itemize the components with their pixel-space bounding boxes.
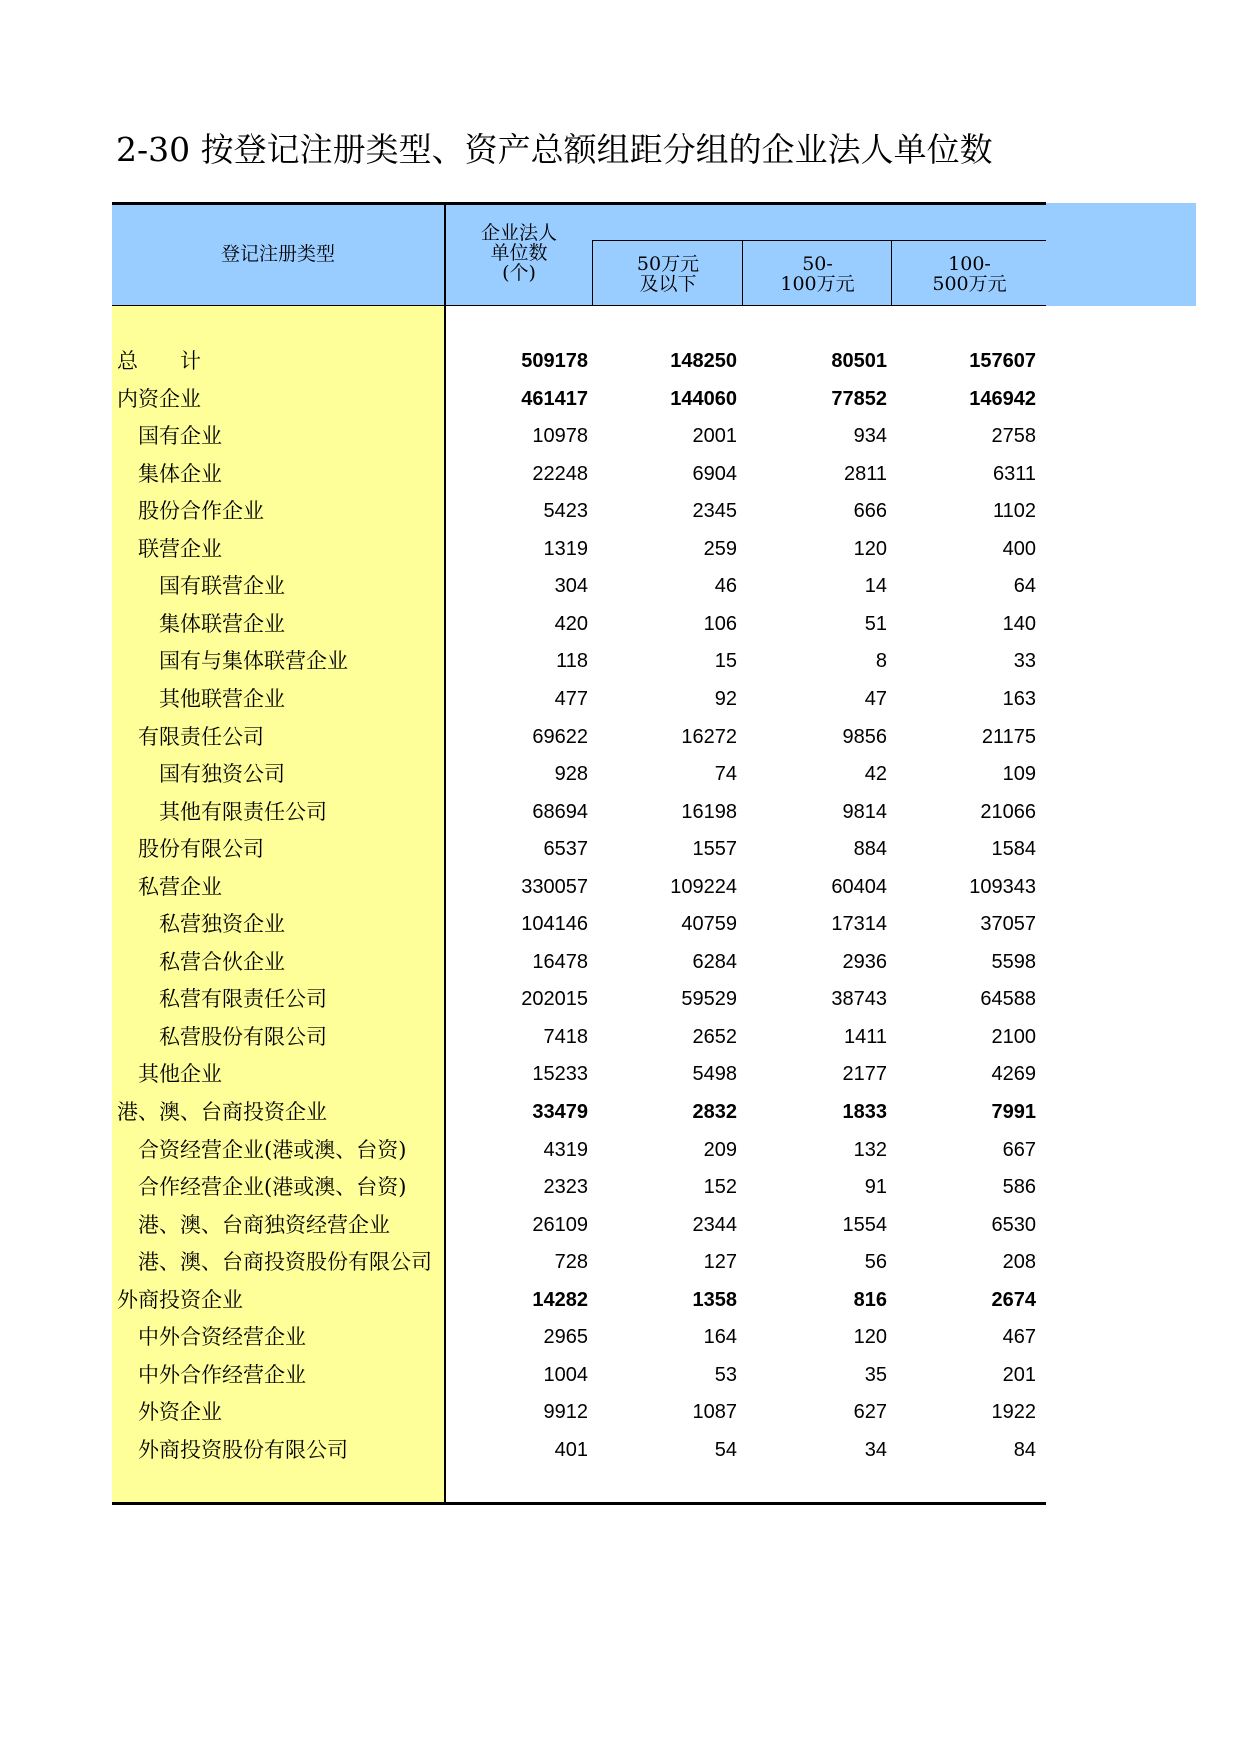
table-row — [112, 905, 1046, 943]
header-divider-2 — [742, 240, 743, 306]
row-value-1: 477 — [554, 687, 588, 710]
table-row — [112, 605, 1046, 643]
row-label: 中外合作经营企业 — [138, 1362, 306, 1387]
row-value-4: 64588 — [980, 988, 1036, 1011]
row-value-1: 2323 — [543, 1176, 588, 1199]
row-value-2: 15 — [714, 650, 737, 673]
row-label: 其他联营企业 — [159, 686, 285, 711]
header-total-line-3: (个) — [502, 262, 536, 284]
row-value-1: 304 — [554, 575, 588, 598]
row-value-4: 140 — [1002, 612, 1036, 635]
row-value-3: 1554 — [842, 1213, 887, 1236]
row-value-4: 21175 — [981, 725, 1036, 748]
row-value-3: 91 — [864, 1176, 887, 1199]
table-row — [112, 567, 1046, 605]
row-value-1: 15233 — [532, 1063, 588, 1086]
row-label: 国有联营企业 — [159, 574, 285, 599]
row-value-3: 2177 — [842, 1063, 887, 1086]
row-value-3: 666 — [853, 500, 887, 523]
row-value-2: 109224 — [670, 875, 737, 898]
row-value-2: 46 — [714, 575, 737, 598]
header-b-line-1: 50- — [802, 253, 833, 275]
row-label: 有限责任公司 — [138, 724, 264, 749]
row-label: 港、澳、台商独资经营企业 — [138, 1212, 390, 1237]
row-value-3: 77852 — [831, 387, 887, 410]
row-value-1: 509178 — [521, 350, 588, 372]
row-label: 股份有限公司 — [138, 837, 264, 862]
table-row — [112, 1206, 1046, 1244]
table-row — [112, 1093, 1046, 1131]
row-label: 私营股份有限公司 — [159, 1024, 327, 1049]
row-value-1: 68694 — [532, 800, 588, 823]
row-value-3: 1411 — [843, 1025, 887, 1048]
row-value-3: 14 — [864, 575, 887, 598]
row-value-2: 40759 — [681, 913, 737, 936]
row-value-4: 2100 — [991, 1025, 1036, 1048]
page-title: 2-30 按登记注册类型、资产总额组距分组的企业法人单位数 — [116, 130, 993, 169]
row-value-2: 209 — [703, 1138, 737, 1161]
row-value-1: 16478 — [532, 950, 588, 973]
row-value-2: 106 — [703, 612, 737, 635]
row-label: 联营企业 — [138, 536, 222, 561]
row-value-1: 928 — [554, 763, 588, 786]
row-value-1: 202015 — [521, 988, 588, 1011]
row-value-3: 17314 — [831, 913, 887, 936]
table-row — [112, 1431, 1046, 1469]
table-bottom-rule — [112, 1502, 1046, 1505]
row-label: 集体联营企业 — [159, 611, 285, 636]
table-row — [112, 492, 1046, 530]
row-value-3: 56 — [864, 1251, 887, 1274]
row-value-3: 1833 — [842, 1101, 887, 1123]
row-value-1: 461417 — [521, 387, 588, 410]
row-value-4: 4269 — [991, 1063, 1036, 1086]
header-a-line-2: 及以下 — [639, 273, 697, 295]
row-value-1: 1004 — [543, 1363, 588, 1386]
table-row — [112, 1055, 1046, 1093]
row-value-1: 420 — [554, 612, 588, 635]
table-top-rule — [112, 202, 1046, 205]
row-label: 港、澳、台商投资股份有限公司 — [138, 1250, 432, 1275]
table-row — [112, 1131, 1046, 1169]
row-value-1: 26109 — [532, 1213, 588, 1236]
row-label: 外商投资股份有限公司 — [138, 1437, 348, 1462]
row-value-3: 2936 — [842, 950, 887, 973]
row-value-4: 208 — [1002, 1251, 1036, 1274]
row-value-2: 1557 — [692, 838, 737, 861]
row-value-3: 120 — [853, 1326, 887, 1349]
header-divider-1 — [592, 240, 593, 306]
row-value-2: 92 — [714, 687, 737, 710]
table-row — [112, 830, 1046, 868]
row-label: 集体企业 — [138, 461, 222, 486]
row-label: 合作经营企业(港或澳、台资) — [138, 1175, 407, 1200]
row-label: 其他有限责任公司 — [159, 799, 327, 824]
row-value-4: 5598 — [991, 950, 1036, 973]
row-value-3: 34 — [864, 1438, 887, 1461]
row-label: 总 计 — [117, 349, 201, 373]
table-row — [112, 417, 1046, 455]
header-sub-rule — [593, 240, 1046, 241]
row-value-3: 47 — [864, 687, 887, 710]
row-value-4: 84 — [1013, 1438, 1036, 1461]
row-value-4: 586 — [1002, 1176, 1036, 1199]
row-value-4: 6311 — [992, 462, 1036, 485]
header-registration-type-text: 登记注册类型 — [220, 243, 335, 265]
row-label: 内资企业 — [117, 386, 201, 411]
row-value-2: 16272 — [681, 725, 737, 748]
row-label: 股份合作企业 — [138, 499, 264, 524]
table-row — [112, 1281, 1046, 1319]
row-value-2: 16198 — [681, 800, 737, 823]
row-value-3: 51 — [864, 612, 887, 635]
header-a-line-1: 50万元 — [636, 253, 700, 275]
row-value-3: 42 — [864, 763, 887, 786]
table-row — [112, 380, 1046, 418]
row-value-4: 163 — [1002, 687, 1036, 710]
row-value-1: 7418 — [543, 1025, 588, 1048]
table-row — [112, 755, 1046, 793]
row-value-3: 934 — [853, 425, 887, 448]
row-value-2: 259 — [703, 537, 737, 560]
row-value-3: 627 — [853, 1401, 887, 1424]
row-label: 其他企业 — [138, 1062, 222, 1087]
row-label: 私营有限责任公司 — [159, 987, 327, 1012]
row-label: 私营独资企业 — [159, 912, 285, 937]
row-value-1: 728 — [554, 1251, 588, 1274]
header-asset-group-c — [893, 254, 1046, 294]
row-value-2: 2344 — [692, 1213, 737, 1236]
row-value-1: 4319 — [543, 1138, 588, 1161]
row-value-2: 54 — [714, 1438, 737, 1461]
table-row — [112, 868, 1046, 906]
row-value-3: 120 — [853, 537, 887, 560]
row-value-4: 37057 — [980, 913, 1036, 936]
table-row — [112, 1243, 1046, 1281]
table-row — [112, 680, 1046, 718]
row-value-2: 152 — [703, 1176, 737, 1199]
row-value-1: 10978 — [532, 425, 588, 448]
row-value-3: 884 — [853, 838, 887, 861]
row-value-4: 7991 — [991, 1101, 1036, 1123]
header-bottom-rule — [112, 305, 1046, 306]
row-value-4: 33 — [1013, 650, 1036, 673]
row-value-1: 33479 — [532, 1101, 588, 1123]
row-value-4: 467 — [1002, 1326, 1036, 1349]
row-value-2: 6904 — [692, 462, 737, 485]
row-value-4: 1922 — [991, 1401, 1036, 1424]
row-label: 国有独资公司 — [159, 762, 285, 787]
row-value-2: 74 — [714, 763, 737, 786]
row-value-3: 80501 — [831, 350, 887, 372]
row-value-1: 14282 — [532, 1288, 588, 1311]
row-value-3: 35 — [864, 1363, 887, 1386]
row-label: 中外合资经营企业 — [138, 1325, 306, 1350]
row-value-2: 2832 — [692, 1101, 737, 1123]
header-total-line-1: 企业法人 — [480, 222, 557, 244]
table-row — [112, 793, 1046, 831]
row-value-2: 2001 — [692, 425, 737, 448]
header-total-line-2: 单位数 — [490, 242, 548, 264]
header-registration-type — [112, 244, 444, 264]
header-b-line-2: 100万元 — [780, 273, 855, 295]
table-row — [112, 455, 1046, 493]
row-value-1: 9912 — [543, 1401, 588, 1424]
table-row — [112, 1318, 1046, 1356]
row-value-1: 330057 — [521, 875, 588, 898]
row-value-3: 38743 — [831, 988, 887, 1011]
row-value-2: 148250 — [670, 350, 737, 372]
row-value-1: 104146 — [521, 913, 588, 936]
row-value-2: 2652 — [692, 1025, 737, 1048]
row-value-1: 22248 — [532, 462, 588, 485]
row-value-1: 6537 — [543, 838, 588, 861]
row-value-2: 1358 — [692, 1288, 737, 1311]
row-value-2: 6284 — [692, 950, 737, 973]
row-value-4: 201 — [1002, 1363, 1036, 1386]
row-value-4: 109 — [1002, 763, 1036, 786]
row-value-4: 109343 — [969, 875, 1036, 898]
row-value-4: 1102 — [992, 500, 1036, 523]
table-row — [112, 530, 1046, 568]
header-total-units — [446, 223, 592, 283]
row-value-2: 164 — [703, 1326, 737, 1349]
row-label: 私营企业 — [138, 874, 222, 899]
table-row — [112, 1168, 1046, 1206]
header-asset-group-b — [744, 254, 891, 294]
row-value-2: 1087 — [692, 1401, 737, 1424]
table-row — [112, 342, 1046, 380]
row-value-4: 1584 — [991, 838, 1036, 861]
row-value-2: 53 — [714, 1363, 737, 1386]
table-row — [112, 1393, 1046, 1431]
row-value-3: 132 — [853, 1138, 887, 1161]
row-value-4: 2674 — [991, 1288, 1036, 1311]
row-value-3: 2811 — [843, 462, 887, 485]
row-value-1: 401 — [554, 1438, 588, 1461]
table-row — [112, 1018, 1046, 1056]
row-value-2: 5498 — [692, 1063, 737, 1086]
row-value-3: 60404 — [831, 875, 887, 898]
header-divider-3 — [891, 240, 892, 306]
table-row — [112, 642, 1046, 680]
table-row — [112, 718, 1046, 756]
row-label: 国有与集体联营企业 — [159, 649, 348, 674]
table-row — [112, 943, 1046, 981]
row-value-3: 816 — [853, 1288, 887, 1311]
header-c-line-2: 500万元 — [932, 273, 1007, 295]
row-label: 外资企业 — [138, 1400, 222, 1425]
header-c-line-1: 100- — [948, 253, 991, 275]
row-value-4: 400 — [1002, 537, 1036, 560]
row-value-1: 69622 — [532, 725, 588, 748]
row-value-2: 59529 — [681, 988, 737, 1011]
row-value-4: 667 — [1002, 1138, 1036, 1161]
header-asset-group-a — [594, 254, 742, 294]
row-value-2: 127 — [703, 1251, 737, 1274]
row-label: 合资经营企业(港或澳、台资) — [138, 1137, 407, 1162]
row-label: 外商投资企业 — [117, 1287, 243, 1312]
row-value-2: 2345 — [692, 500, 737, 523]
row-value-4: 146942 — [969, 387, 1036, 410]
row-value-1: 1319 — [543, 537, 588, 560]
table-row — [112, 980, 1046, 1018]
row-value-3: 9814 — [842, 800, 887, 823]
row-value-4: 64 — [1013, 575, 1036, 598]
row-value-4: 2758 — [991, 425, 1036, 448]
row-value-2: 144060 — [670, 387, 737, 410]
row-value-4: 6530 — [991, 1213, 1036, 1236]
row-value-1: 2965 — [543, 1326, 588, 1349]
row-value-3: 9856 — [842, 725, 887, 748]
table-row — [112, 1356, 1046, 1394]
row-value-3: 8 — [875, 650, 887, 673]
row-label: 港、澳、台商投资企业 — [117, 1100, 327, 1124]
row-value-4: 157607 — [969, 350, 1036, 372]
row-value-1: 5423 — [543, 500, 588, 523]
row-value-4: 21066 — [980, 800, 1036, 823]
row-value-1: 118 — [556, 650, 588, 673]
row-label: 国有企业 — [138, 424, 222, 449]
row-label: 私营合伙企业 — [159, 949, 285, 974]
